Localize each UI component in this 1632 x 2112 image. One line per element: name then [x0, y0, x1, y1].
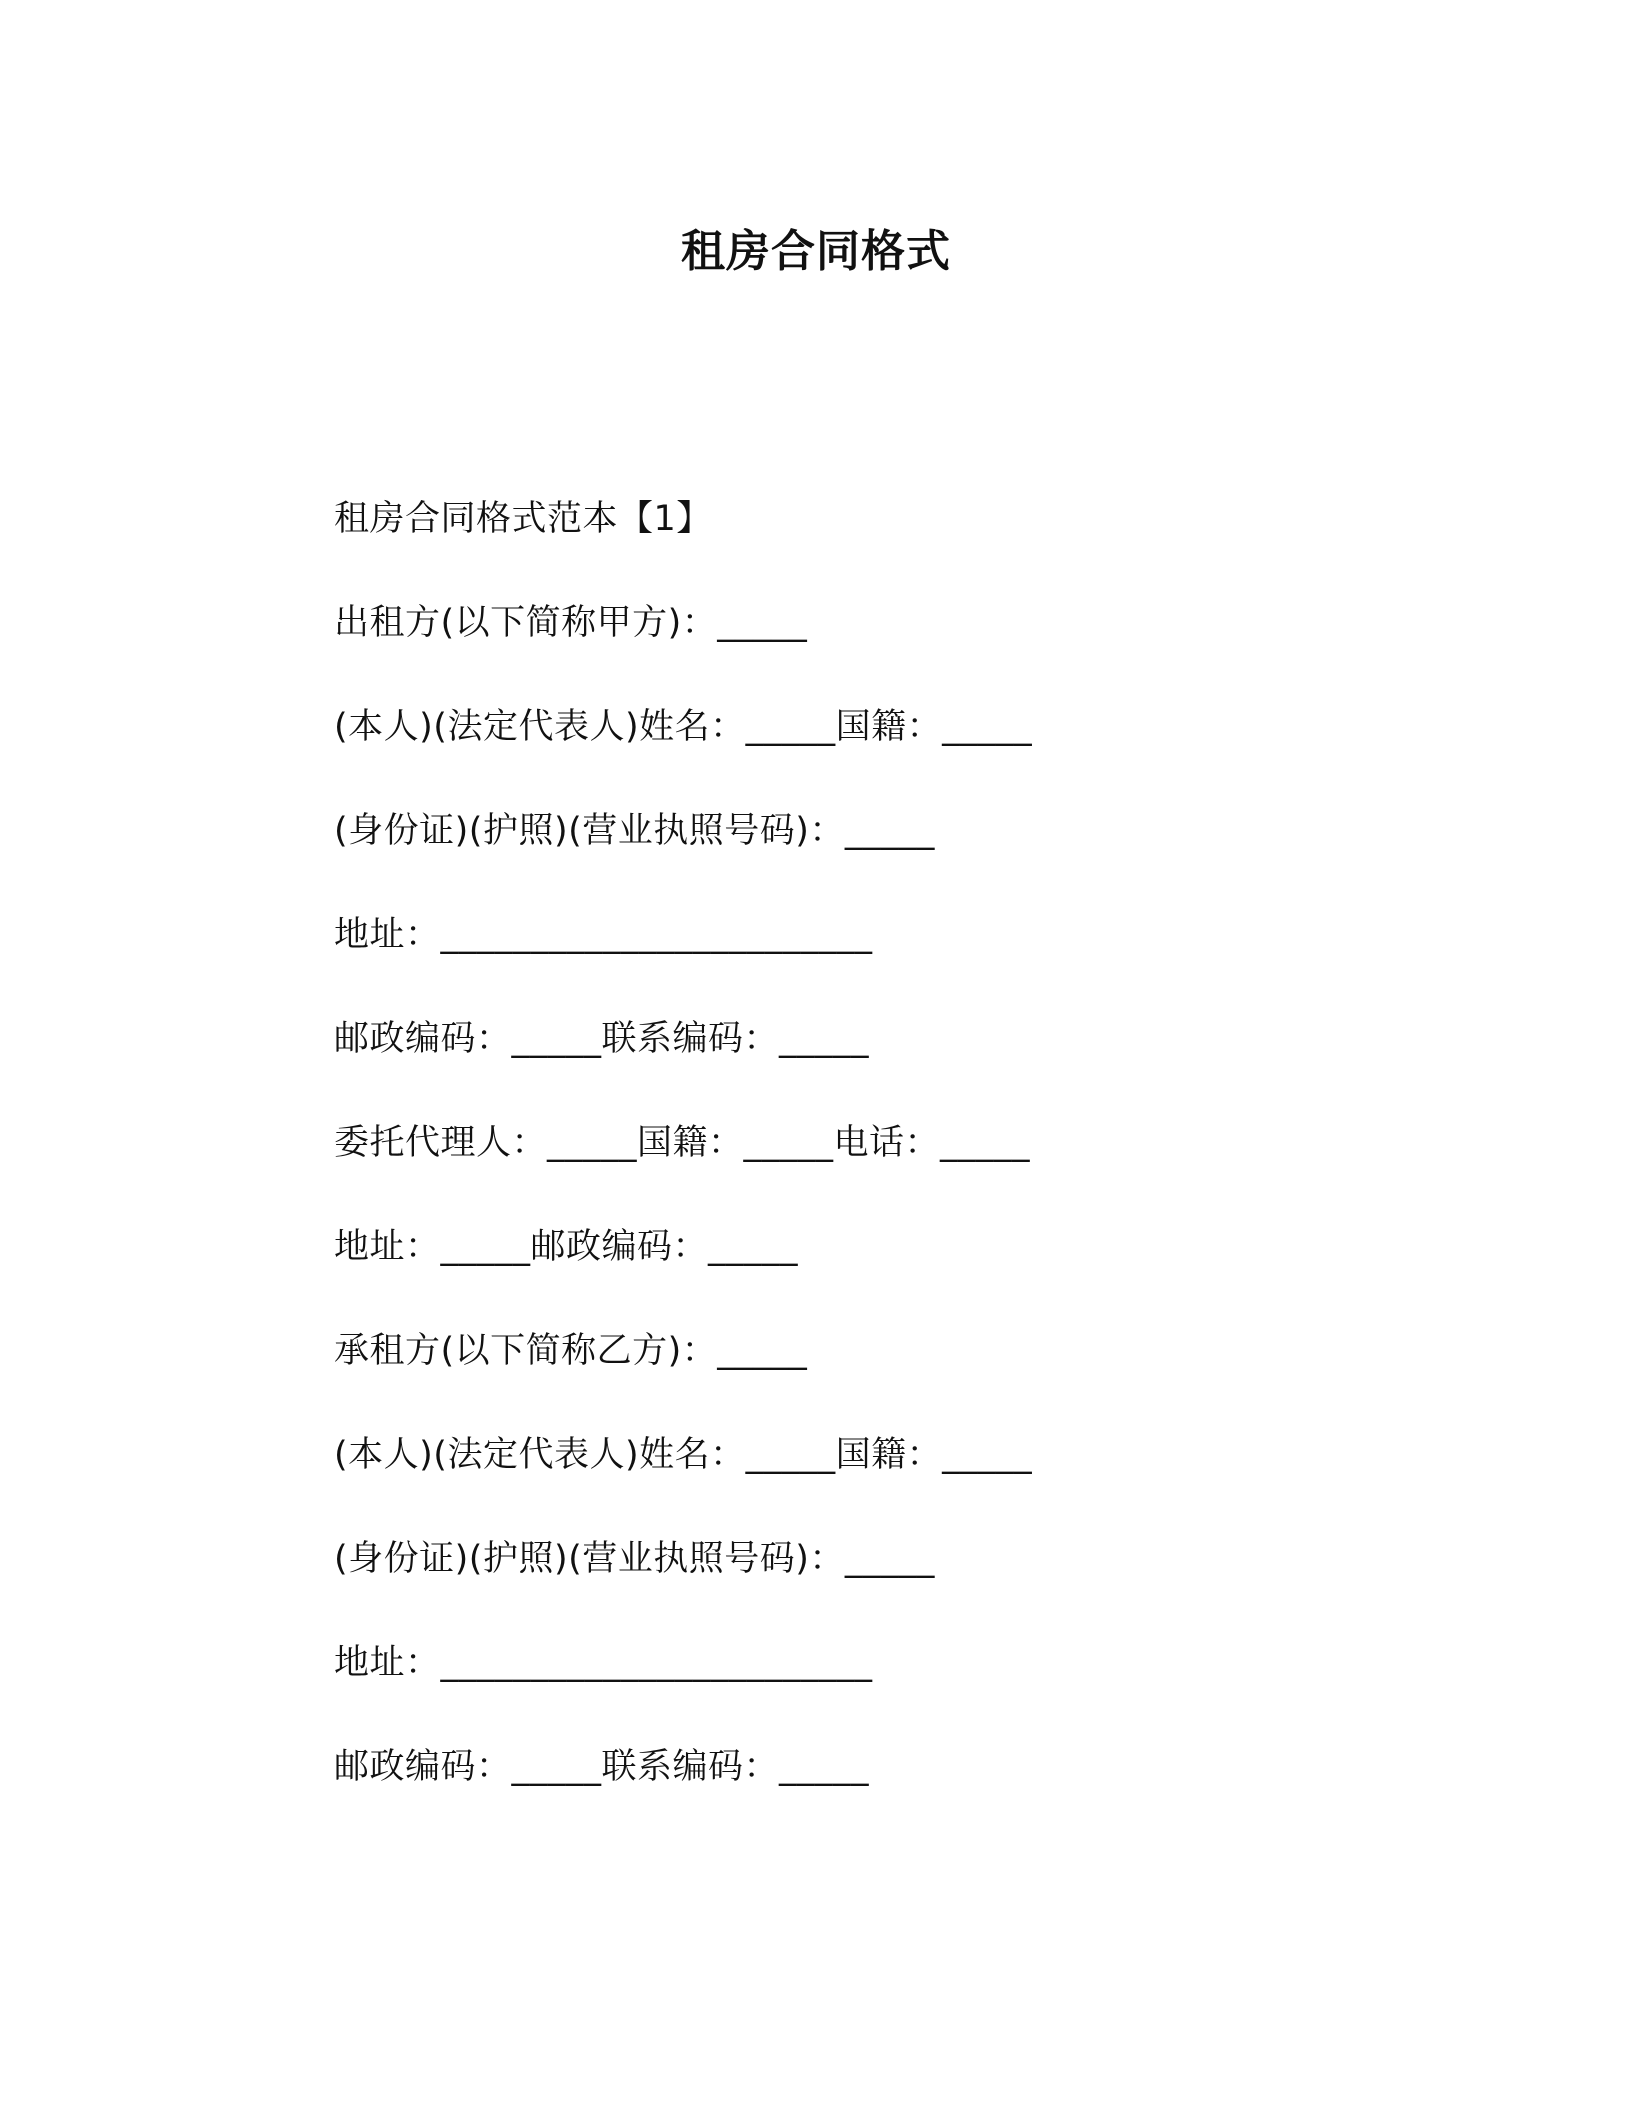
contract-body — [334, 492, 1434, 1844]
lessor-line: 出租方(以下简称甲方)：_____ — [334, 603, 808, 643]
lessor-postcode-contact-line: 邮政编码：_____联系编码：_____ — [334, 1019, 870, 1059]
lessee-address-line: 地址：________________________ — [334, 1643, 873, 1683]
lessee-line: 承租方(以下简称乙方)：_____ — [334, 1331, 808, 1371]
agent-address-postcode-line: 地址：_____邮政编码：_____ — [334, 1227, 799, 1267]
lessor-address-line: 地址：________________________ — [334, 915, 873, 955]
section-heading: 租房合同格式范本【1】 — [334, 499, 712, 539]
agent-line: 委托代理人：_____国籍：_____电话：_____ — [334, 1123, 1031, 1163]
lessor-name-nationality-line: (本人)(法定代表人)姓名：_____国籍：_____ — [334, 707, 1033, 747]
lessee-id-line: (身份证)(护照)(营业执照号码)：_____ — [334, 1539, 935, 1579]
document-title: 租房合同格式 — [681, 226, 951, 277]
lessee-postcode-contact-line: 邮政编码：_____联系编码：_____ — [334, 1747, 870, 1787]
lessor-id-line: (身份证)(护照)(营业执照号码)：_____ — [334, 811, 935, 851]
lessee-name-nationality-line: (本人)(法定代表人)姓名：_____国籍：_____ — [334, 1435, 1033, 1475]
